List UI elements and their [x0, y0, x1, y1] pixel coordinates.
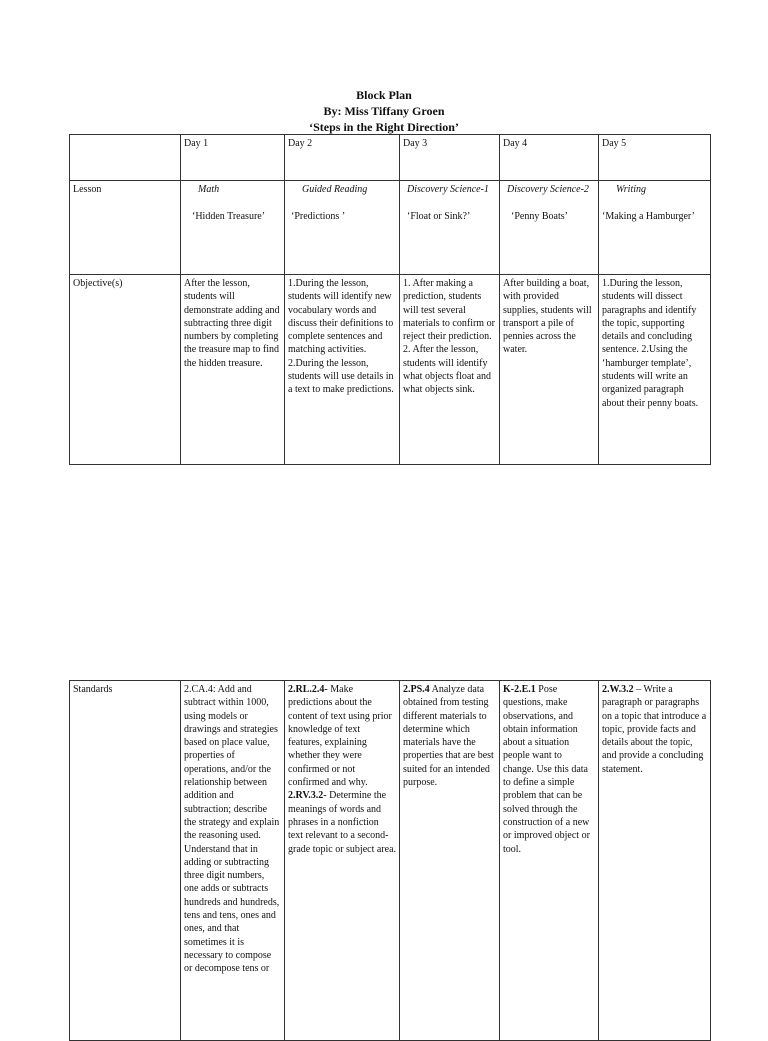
day-header: Day 2 — [285, 135, 400, 181]
lesson-title: ‘Predictions ’ — [291, 211, 346, 223]
day-header: Day 1 — [181, 135, 285, 181]
objective-cell: After building a boat, with provided supplies, students will transport a pile of pennies across the water. — [500, 275, 599, 465]
lesson-subject: Writing — [616, 184, 647, 195]
document-author: By: Miss Tiffany Groen — [323, 104, 445, 118]
standard-cell: 2.CA.4: Add and subtract within 1000, using models or drawings and strategies based on place value, properties of operations, and/or the relationship between addition and subtraction; describe the strategy and explain the reasoning used. Understand that in adding or subtracting three digit numbers, one adds or subtracts hundreds and hundreds, tens and tens, ones and ones, and that sometimes it is necessary to compose or decompose tens or — [181, 681, 285, 1041]
lesson-subject: Discovery Science-2 — [507, 184, 589, 195]
lesson-cell — [400, 181, 500, 275]
lesson-subject: Math — [198, 184, 220, 195]
standard-cell — [599, 681, 711, 1041]
block-plan-table — [69, 134, 711, 465]
standard-cell — [400, 681, 500, 1041]
lesson-title: ‘Making a Hamburger’ — [602, 211, 695, 223]
lesson-cell — [181, 181, 285, 275]
objective-cell: 1. After making a prediction, students will test several materials to confirm or reject their prediction. 2. After the lesson, students will identify what objects float and what objects sink. — [400, 275, 500, 465]
objectives-row — [70, 275, 711, 465]
standards-table — [69, 680, 711, 1041]
day-header: Day 3 — [400, 135, 500, 181]
standard-code: 2.RV.3.2- — [288, 790, 327, 802]
standard-text: Pose questions, make observations, and obtain information about a situation people want to change. Use this data to define a simple problem that can be solved through the construction of a new or improved object or tool. — [503, 684, 590, 855]
standard-text: Analyze data obtained from testing different materials to determine which materials have the properties that are best suited for an intended purpose. — [403, 684, 494, 789]
lesson-title: ‘Float or Sink?’ — [407, 211, 471, 223]
standard-cell — [500, 681, 599, 1041]
objective-cell: After the lesson, students will demonstrate adding and subtracting three digit numbers by completing the treasure map to find the hidden treasure. — [181, 275, 285, 465]
standard-code: 2.PS.4 — [403, 684, 430, 695]
standard-text: Determine the meanings of words and phrases in a nonfiction text relevant to a second-grade topic or subject area. — [288, 790, 397, 855]
lesson-cell — [599, 181, 711, 275]
lesson-cell — [500, 181, 599, 275]
lesson-subject: Discovery Science-1 — [407, 184, 489, 195]
corner-cell — [70, 135, 181, 181]
lesson-title: ‘Penny Boats’ — [511, 211, 568, 223]
standard-code: 2.W.3.2 — [602, 684, 634, 695]
standard-code: K-2.E.1 — [503, 684, 536, 695]
lesson-title: ‘Hidden Treasure’ — [192, 211, 266, 223]
standards-row — [70, 681, 711, 1041]
row-label: Lesson — [70, 181, 181, 275]
objective-cell: 1.During the lesson, students will identify new vocabulary words and discuss their definitions to complete sentences and matching activities. 2.During the lesson, students will use details in a text to make predictions. — [285, 275, 400, 465]
objective-cell: 1.During the lesson, students will dissect paragraphs and identify the topic, supporting details and concluding sentence. 2.Using the ‘hamburger template’, students will write an organized paragraph about their penny boats. — [599, 275, 711, 465]
lesson-cell — [285, 181, 400, 275]
row-label: Objective(s) — [70, 275, 181, 465]
row-label: Standards — [70, 681, 181, 1041]
day-header-row — [70, 135, 711, 181]
document-title: Block Plan — [356, 88, 412, 102]
lesson-row — [70, 181, 711, 275]
lesson-subject: Guided Reading — [302, 184, 368, 195]
standard-text: – Write a paragraph or paragraphs on a topic that introduce a topic, provide facts and details about the topic, and provide a concluding statement. — [602, 684, 707, 775]
standard-text: Make predictions about the content of text using prior knowledge of text features, explaining whether they were confirmed or not confirmed and why. — [288, 684, 392, 789]
day-header: Day 4 — [500, 135, 599, 181]
day-header: Day 5 — [599, 135, 711, 181]
standard-cell — [285, 681, 400, 1041]
document-subtitle: ‘Steps in the Right Direction’ — [309, 120, 459, 134]
standard-code: 2.RL.2.4- — [288, 684, 328, 695]
